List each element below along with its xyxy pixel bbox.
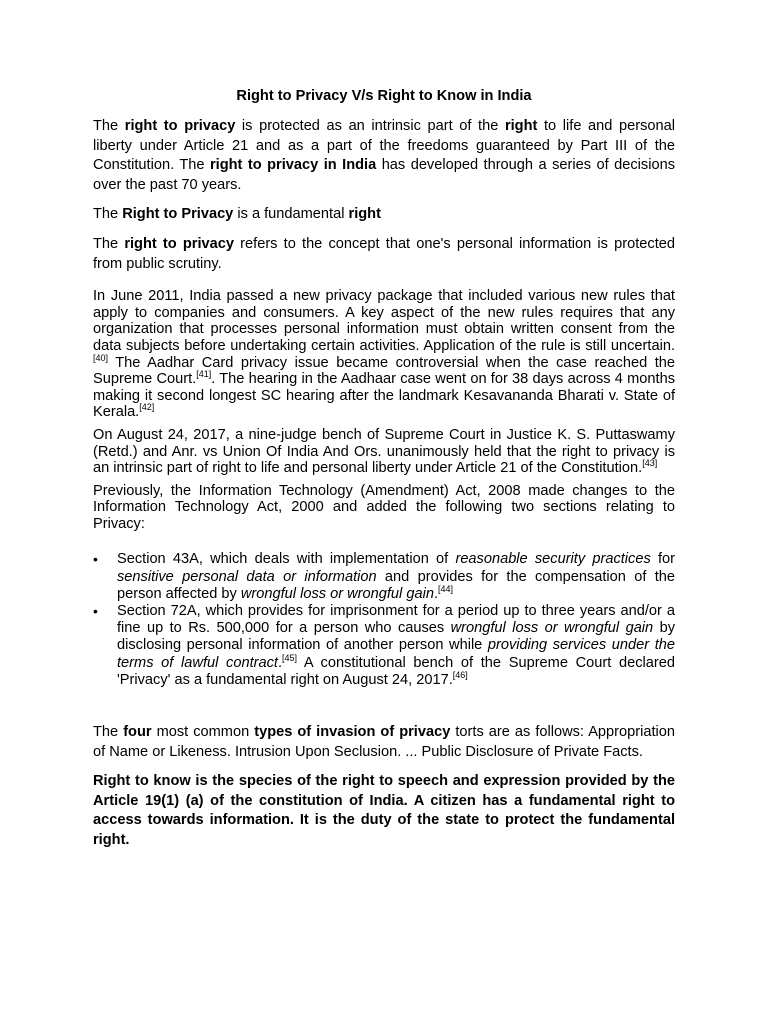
- citation-ref[interactable]: [45]: [282, 652, 298, 663]
- text-run: and provides for the compensation of the person affected by: [117, 568, 675, 602]
- text-run: On August 24, 2017, a nine-judge bench of Supreme Court in Justice K. S. Puttaswamy (Retd.) and Anr. vs Union Of India And Ors. unanimously held that the right to privacy is an intrinsic part of right to life and personal liberty under Article 21 of the Constitution.: [93, 426, 675, 477]
- citation-ref[interactable]: [40]: [93, 352, 109, 363]
- text-run: In June 2011, India passed a new privacy package that included various new rules that apply to companies and consumers. A key aspect of the new rules requires that any organization that processes personal information must obtain written consent from the data subjects before undertaking certain activities. Application of the rule is still uncertain.: [93, 288, 675, 354]
- citation-ref[interactable]: [46]: [452, 670, 468, 681]
- text-run: The Aadhar Card privacy issue became controversial when the case reached the Supreme Court.: [93, 354, 675, 388]
- text-run: torts are as follows: Appropriation of Name or Likeness. Intrusion Upon Seclusion. ... Public Disclosure of Private Facts.: [93, 724, 676, 760]
- citation-ref[interactable]: [43]: [642, 458, 658, 469]
- bold-run: types of invasion of privacy: [254, 724, 451, 741]
- text-run: .: [433, 585, 438, 602]
- citation-ref[interactable]: [41]: [196, 369, 212, 380]
- paragraph-fundamental-right: [93, 205, 675, 225]
- text-run: Section 43A, which deals with implementation of: [117, 551, 456, 568]
- text-run: is a fundamental: [233, 206, 349, 223]
- bold-run: Right to Privacy: [122, 206, 234, 223]
- paragraph-right-to-know: Right to know is the species of the right to speech and expression provided by the Article 19(1) (a) of the constitution of India. A citizen has a fundamental right to access towards information. It is the duty of the state to protect the fundamental right.: [93, 773, 675, 849]
- bold-run: right to privacy in India: [209, 157, 377, 174]
- paragraph-privacy-package-2011: [93, 288, 675, 421]
- text-run: The: [93, 724, 124, 741]
- paragraph-invasion-torts: [93, 723, 675, 762]
- citation-ref[interactable]: [44]: [438, 584, 454, 595]
- italic-run: reasonable security practices: [455, 551, 651, 568]
- sections-list: [93, 551, 675, 689]
- text-run: . The hearing in the Aadhaar case went on for 38 days across 4 months making it second longest SC hearing after the landmark Kesavananda Bharati v. State of Kerala.: [93, 371, 675, 421]
- paragraph-it-act: Previously, the Information Technology (Amendment) Act, 2008 made changes to the Information Technology Act, 2000 and added the following two sections relating to Privacy:: [93, 482, 675, 532]
- bold-run: right to privacy: [124, 235, 234, 252]
- text-run: to life and personal liberty under Article 21 and as a part of the freedoms guaranteed by Part III of the Constitution. The: [93, 118, 676, 174]
- italic-run: wrongful loss or wrongful gain: [240, 585, 434, 602]
- text-run: Section 72A, which provides for imprisonment for a period up to three years and/or a fine up to Rs. 500,000 for a person who causes: [117, 603, 675, 637]
- text-run: .: [277, 654, 283, 671]
- bold-run: four: [123, 724, 152, 741]
- text-run: The: [93, 118, 125, 134]
- text-run: by disclosing personal information of another person while: [117, 620, 676, 654]
- list-item-section-72a: [93, 603, 675, 689]
- paragraph-privacy-definition: [93, 235, 675, 274]
- paragraph-puttaswamy-judgment: [93, 427, 675, 477]
- text-run: refers to the concept that one's personal information is protected from public scrutiny.: [93, 235, 675, 272]
- paragraph-privacy-intro: [93, 117, 675, 195]
- text-run: The: [93, 206, 123, 223]
- citation-ref[interactable]: [42]: [139, 402, 155, 413]
- italic-run: providing services under the terms of lawful contract: [117, 637, 675, 671]
- text-run: The: [93, 235, 125, 252]
- text-run: A constitutional bench of the Supreme Court declared 'Privacy' as a fundamental right on August 24, 2017.: [117, 654, 675, 688]
- bold-run: right to privacy: [124, 118, 236, 134]
- text-run: is protected as an intrinsic part of the: [235, 118, 505, 134]
- italic-run: sensitive personal data or information: [117, 568, 377, 585]
- text-run: for: [650, 551, 676, 568]
- text-run: has developed through a series of decisions over the past 70 years.: [93, 157, 675, 193]
- italic-run: wrongful loss or wrongful gain: [450, 620, 654, 637]
- document-title: Right to Privacy V/s Right to Know in India: [236, 88, 532, 104]
- bold-run: right: [504, 118, 538, 134]
- text-run: most common: [151, 724, 255, 741]
- bold-run: right: [348, 206, 381, 223]
- list-item-section-43a: [93, 551, 675, 603]
